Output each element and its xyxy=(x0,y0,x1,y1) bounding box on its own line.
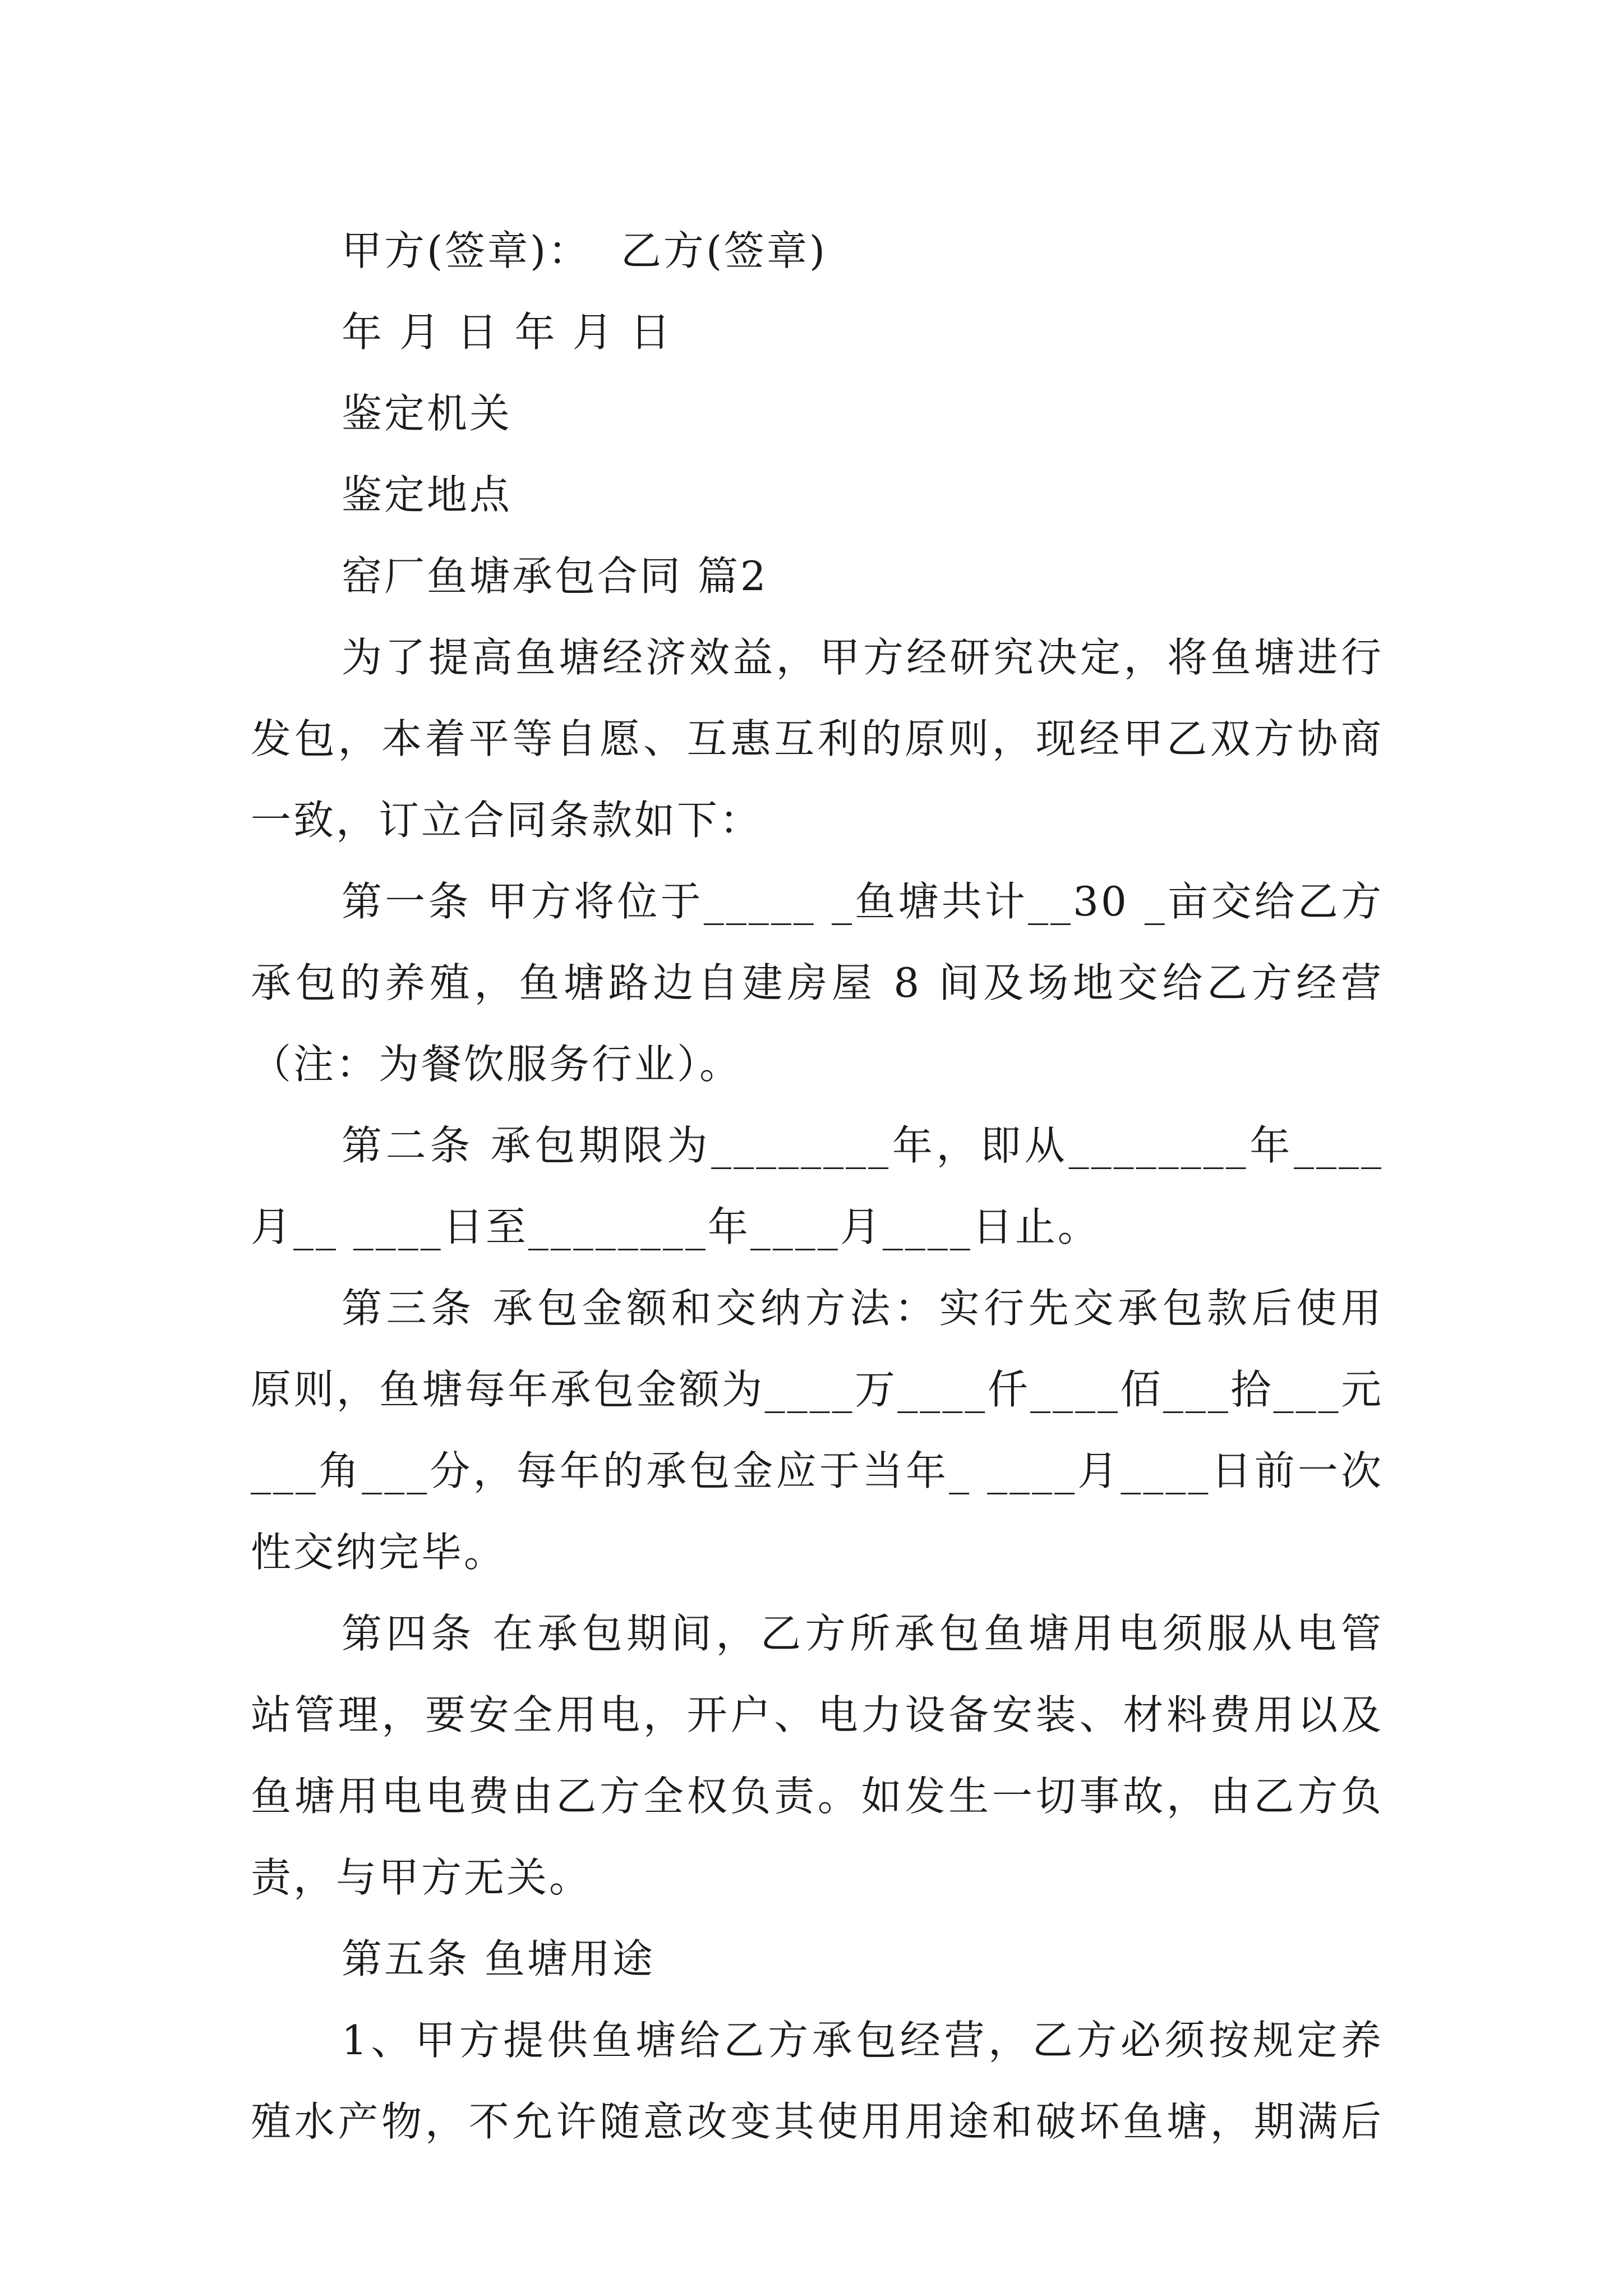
paragraph-line: 发包，本着平等自愿、互惠互利的原则，现经甲乙双方协商 xyxy=(251,715,1384,762)
paragraph-line: 为了提高鱼塘经济效益，甲方经研究决定，将鱼塘进行 xyxy=(342,634,1384,681)
article-4-line: 鱼塘用电电费由乙方全权负责。如发生一切事故，由乙方负 xyxy=(251,1773,1384,1820)
signature-line: 甲方(签章)： 乙方(签章) xyxy=(342,227,828,274)
article-2-line: 月__ ____日至________年____月____日止。 xyxy=(251,1203,1100,1250)
appraisal-location-line: 鉴定地点 xyxy=(342,471,513,518)
article-4-line: 站管理，要安全用电，开户、电力设备安装、材料费用以及 xyxy=(251,1691,1384,1738)
article-1-line: （注：为餐饮服务行业）。 xyxy=(251,1041,743,1088)
article-3-line: ___角___分，每年的承包金应于当年_ ____月____日前一次 xyxy=(251,1447,1384,1494)
article-4-line: 责，与甲方无关。 xyxy=(251,1854,592,1901)
article-3-line: 第三条 承包金额和交纳方法：实行先交承包款后使用 xyxy=(342,1285,1384,1332)
article-1-line: 承包的养殖，鱼塘路边自建房屋 8 间及场地交给乙方经营 xyxy=(251,959,1384,1006)
article-3-line: 原则，鱼塘每年承包金额为____万____仟____佰___拾___元 xyxy=(251,1366,1384,1413)
date-line: 年 月 日 年 月 日 xyxy=(342,309,673,356)
document-body xyxy=(251,210,1384,2162)
article-5-line: 1、甲方提供鱼塘给乙方承包经营，乙方必须按规定养 xyxy=(342,2017,1384,2064)
appraisal-authority-line: 鉴定机关 xyxy=(342,390,513,437)
contract-heading: 窑厂鱼塘承包合同 篇2 xyxy=(342,553,768,600)
article-4-line: 第四条 在承包期间，乙方所承包鱼塘用电须服从电管 xyxy=(342,1610,1384,1657)
article-5-line: 殖水产物，不允许随意改变其使用用途和破坏鱼塘，期满后 xyxy=(251,2098,1384,2145)
article-5-heading: 第五条 鱼塘用途 xyxy=(342,1935,655,1982)
paragraph-line: 一致，订立合同条款如下： xyxy=(251,797,763,844)
article-3-line: 性交纳完毕。 xyxy=(251,1529,507,1576)
article-1-line: 第一条 甲方将位于_____ _鱼塘共计__30 _亩交给乙方 xyxy=(342,878,1384,925)
article-2-line: 第二条 承包期限为________年，即从________年____ xyxy=(342,1122,1384,1169)
